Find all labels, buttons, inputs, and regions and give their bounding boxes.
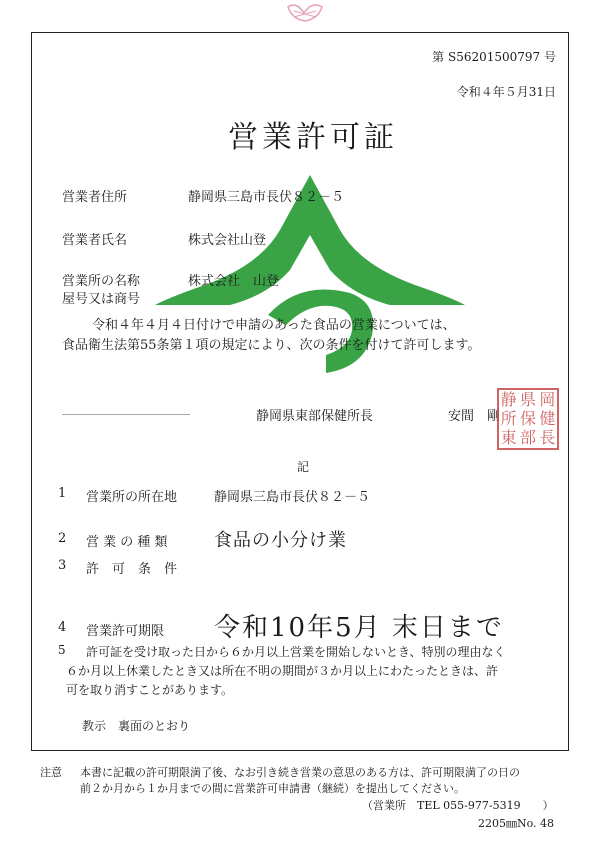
address-label: 営業者住所 (62, 190, 128, 205)
top-seal-mark (284, 3, 326, 25)
form-number: 2205㎜No. 48 (478, 817, 555, 830)
statement-line-2: 食品衛生法第55条第１項の規定により、次の条件を付けて許可します。 (62, 338, 481, 353)
permit-number: 第 S56201500797 号 (432, 50, 556, 64)
kyouji-note: 教示 裏面のとおり (82, 719, 191, 733)
name-label: 営業者氏名 (62, 233, 128, 248)
statement-line-1: 令和４年４月４日付けで申請のあった食品の営業については、 (92, 318, 456, 333)
item-2-label: 営 業 の 種 類 (86, 535, 168, 550)
note-label: 注意 (40, 766, 62, 779)
issue-date: 令和４年５月31日 (456, 85, 556, 99)
seal-char: 部 (519, 428, 536, 448)
ki-heading: 記 (297, 460, 310, 474)
page-title: 営業許可証 (228, 120, 398, 155)
item-4-label: 営業許可期限 (86, 624, 165, 639)
divider-line (62, 414, 190, 415)
note-line-2: 前２か月から１か月までの間に営業許可申請書（継続）を提出してください。 (80, 782, 465, 795)
item-number: 5 (58, 643, 66, 657)
note-line-1: 本書に記載の許可期限満了後、なお引き続き営業の意思のある方は、許可期限満了の日の (80, 766, 520, 779)
item-3-label: 許 可 条 件 (86, 562, 178, 577)
official-seal (497, 388, 559, 450)
seal-char: 東 (500, 428, 517, 448)
office-tel: （営業所 TEL 055-977-5319 ） (362, 799, 554, 812)
item-5-line-3: 可を取り消すことがあります。 (66, 683, 234, 697)
facility-label-2: 屋号又は商号 (62, 292, 141, 307)
issuer-title: 静岡県東部保健所長 (256, 409, 374, 424)
item-number: 4 (58, 620, 67, 635)
seal-char: 岡 (539, 389, 556, 409)
facility-label-1: 営業所の名称 (62, 274, 141, 289)
name-value: 株式会社山登 (188, 233, 267, 248)
issuer-name: 安間 剛 (448, 409, 501, 424)
seal-char: 健 (539, 408, 556, 428)
item-4-value: 令和10年5月 末日まで (214, 613, 504, 643)
item-1-value: 静岡県三島市長伏８２－５ (214, 490, 371, 505)
facility-value: 株式会社 山登 (188, 274, 280, 289)
item-number: 1 (58, 486, 67, 501)
address-value: 静岡県三島市長伏８２－５ (188, 190, 345, 205)
seal-char: 静 (500, 389, 517, 409)
seal-char: 保 (519, 408, 536, 428)
item-1-label: 営業所の所在地 (86, 490, 178, 505)
item-5-line-1: 許可証を受け取った日から６か月以上営業を開始しないとき、特別の理由なく (86, 645, 506, 659)
item-5-line-2: ６か月以上休業したとき又は所在不明の期間が３か月以上にわたったときは、許 (66, 664, 499, 678)
item-number: 2 (58, 531, 67, 546)
seal-char: 県 (519, 389, 536, 409)
seal-char: 長 (539, 428, 556, 448)
item-2-value: 食品の小分け業 (214, 530, 347, 551)
seal-char: 所 (500, 408, 517, 428)
item-number: 3 (58, 558, 67, 573)
